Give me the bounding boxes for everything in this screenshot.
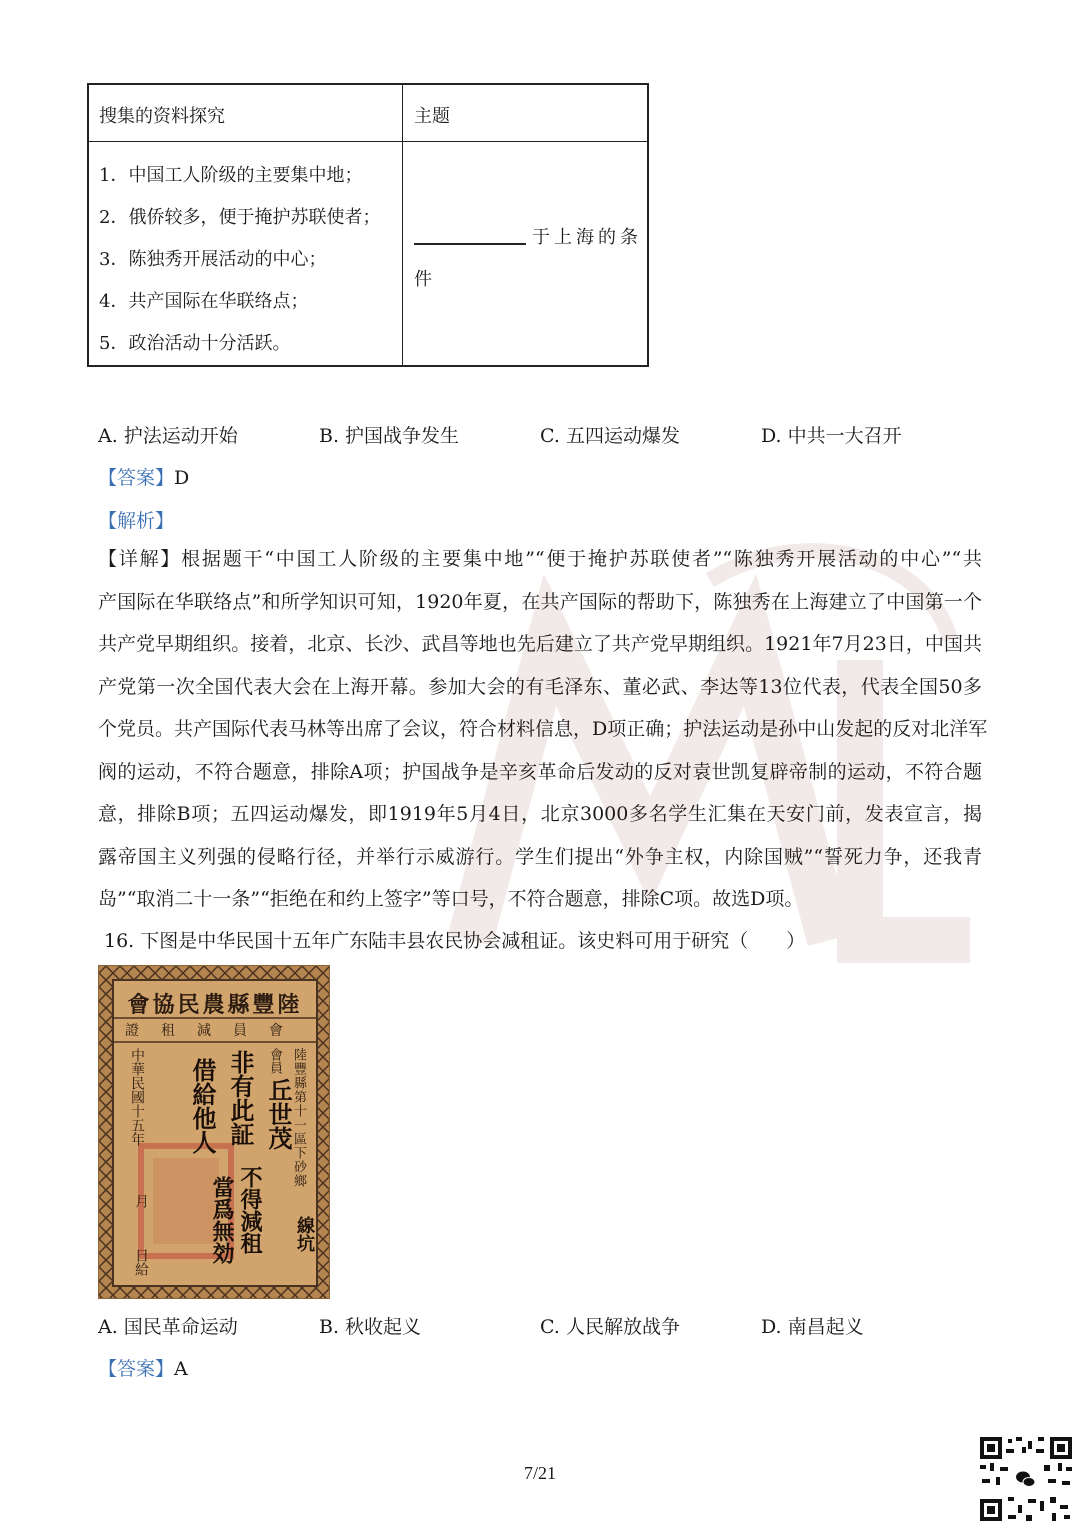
table-header-right: 主题 — [414, 106, 450, 127]
q15-detail-paragraph — [98, 538, 988, 921]
rent-reduction-certificate-image — [98, 965, 330, 1299]
detail-line: 个党员。共产国际代表马林等出席了会议，符合材料信息，D项正确；护法运动是孙中山发起的反对北洋军 — [98, 718, 988, 740]
table-item: 4．共产国际在华联络点； — [99, 291, 309, 312]
table-item: 2．俄侨较多，便于掩护苏联使者； — [99, 207, 381, 228]
q16-option-d: D. 南昌起义 — [761, 1316, 864, 1338]
fill-in-blank-cont: 件 — [414, 269, 432, 290]
qr-code-icon — [978, 1435, 1074, 1523]
certificate-member-label: 會員 — [267, 1048, 282, 1074]
q16-option-b: B. 秋收起义 — [319, 1316, 422, 1338]
table-header-left: 搜集的资料探究 — [99, 106, 225, 127]
material-table — [87, 83, 649, 367]
certificate-text-1: 非有此証 — [226, 1050, 255, 1146]
fill-in-blank: 于上海的条 — [414, 223, 642, 249]
certificate-month: 月 — [133, 1194, 149, 1208]
detail-line: 产国际在华联络点”和所学知识可知，1920年夏，在共产国际的帮助下，陈独秀在上海建立了中国第一个 — [98, 590, 982, 613]
detail-line: 共产党早期组织。接着，北京、长沙、武昌等地也先后建立了共产党早期组织。1921年7月23日，中国共 — [98, 633, 982, 655]
detail-line: 岛”“取消二十一条”“拒绝在和约上签字”等口号，不符合题意，排除C项。故选D项。 — [98, 888, 804, 910]
certificate-address: 陸豐縣第十一區下砂鄉 — [291, 1048, 306, 1188]
blank-line — [414, 225, 526, 245]
certificate-text-4: 當爲無効 — [209, 1176, 235, 1264]
q15-option-c: C. 五四运动爆发 — [540, 425, 680, 447]
q15-option-b: B. 护国战争发生 — [319, 425, 460, 447]
q15-answer: 【答案】D — [98, 467, 190, 489]
q16-option-c: C. 人民解放战争 — [540, 1316, 680, 1338]
detail-line: 意，排除B项；五四运动爆发，即1919年5月4日，北京3000多名学生汇集在天安门前，发表宣言，揭 — [98, 803, 982, 825]
page-number: 7/21 — [523, 1463, 556, 1483]
certificate-day: 日給 — [133, 1248, 149, 1276]
detail-line: 露帝国主义列强的侵略行径，并举行示威游行。学生们提出“外争主权，内除国贼”“誓死力争，还我青 — [98, 845, 982, 868]
q15-option-a: A. 护法运动开始 — [98, 425, 238, 447]
detail-line: 阀的运动，不符合题意，排除A项；护国战争是辛亥革命后发动的反对袁世凯复辟帝制的运动，不符合题 — [98, 760, 982, 783]
certificate-village: 線坑 — [294, 1216, 315, 1252]
q15-option-d: D. 中共一大召开 — [761, 425, 902, 447]
detail-line: 【详解】根据题干“中国工人阶级的主要集中地”“便于掩护苏联使者”“陈独秀开展活动的中心”“共 — [98, 548, 982, 570]
detail-line: 产党第一次全国代表大会在上海开幕。参加大会的有毛泽东、董必武、李达等13位代表，代表全国50多 — [98, 675, 982, 698]
table-item: 1．中国工人阶级的主要集中地； — [99, 165, 363, 186]
table-item: 5．政治活动十分活跃。 — [99, 333, 291, 354]
certificate-title: 陸豐縣農民協會 — [127, 992, 303, 1018]
certificate-text-3: 不得減租 — [237, 1166, 263, 1254]
q16-answer: 【答案】A — [98, 1358, 188, 1380]
certificate-date: 中華民國十五年 — [129, 1048, 145, 1146]
certificate-text-2: 借給他人 — [188, 1058, 217, 1154]
q16-question: 16. 下图是中华民国十五年广东陆丰县农民协会减租证。该史料可用于研究（ ） — [104, 930, 806, 952]
certificate-subtitle: 會員減租證 — [125, 1023, 305, 1039]
q15-analysis-tag: 【解析】 — [98, 510, 175, 532]
q16-option-a: A. 国民革命运动 — [98, 1316, 238, 1338]
certificate-member-name: 丘世茂 — [264, 1078, 293, 1150]
table-item: 3．陈独秀开展活动的中心； — [99, 249, 327, 270]
